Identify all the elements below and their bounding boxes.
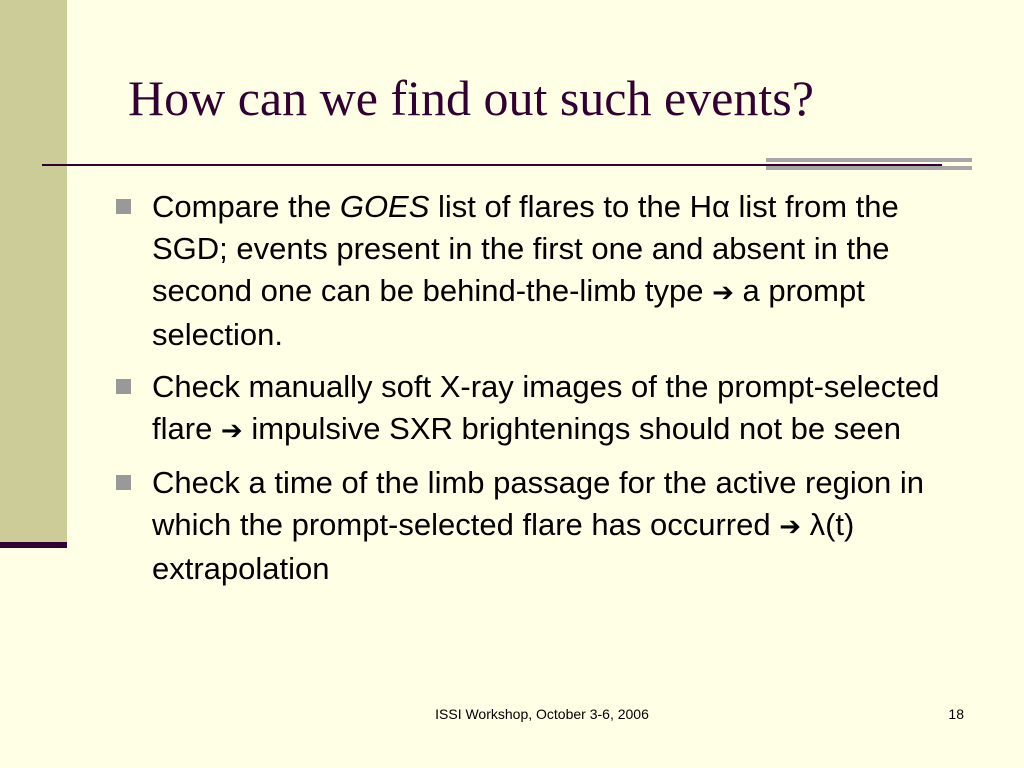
bullet-text: list of flares to the Hα list from the SGD; events present in the first one and absent in the second one can be behind-the-limb type [152,189,899,308]
bullet-text: a prompt selection. [152,273,865,352]
right-arrow-icon: ➔ [779,512,801,542]
square-bullet-icon [116,199,131,214]
bullet-item-limb-passage [112,462,972,590]
bullet-text: Check a time of the limb passage for the active region in which the prompt-selected flare has occurred [152,465,924,542]
bullet-text: Compare the [152,189,340,224]
bullet-text: impulsive SXR brightenings should not be seen [242,411,901,446]
bullet-text: Check manually soft X-ray images of the prompt-selected flare [152,369,940,446]
square-bullet-icon [116,379,131,394]
page-number: 18 [948,706,964,722]
title-divider-accent [766,158,972,176]
left-accent-underline [0,542,67,548]
slide-title: How can we find out such events? [128,70,814,126]
bullet-text: λ(t) extrapolation [152,507,855,586]
left-accent-bar [0,0,67,545]
footer-event: ISSI Workshop, October 3-6, 2006 [435,706,649,722]
bullet-list [112,186,972,600]
square-bullet-icon [116,475,131,490]
right-arrow-icon: ➔ [712,278,734,308]
bullet-emphasis: GOES [339,189,430,224]
right-arrow-icon: ➔ [220,416,243,446]
bullet-item-goes-comparison [112,186,972,356]
bullet-item-sxr-check [112,366,972,452]
